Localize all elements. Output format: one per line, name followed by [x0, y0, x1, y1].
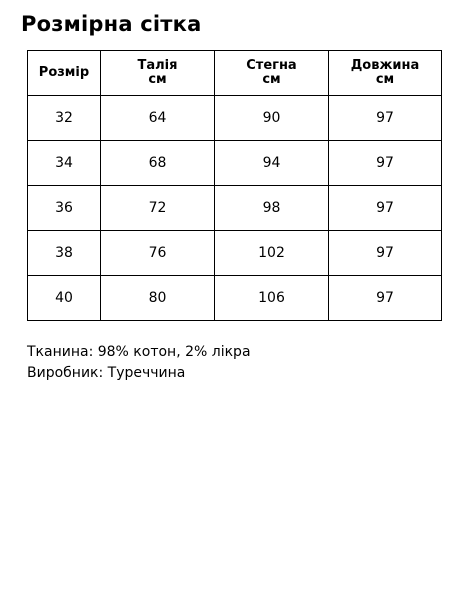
- cell-waist: 72: [101, 186, 215, 231]
- cell-hips: 94: [215, 141, 329, 186]
- cell-size: 36: [28, 186, 101, 231]
- cell-size: 38: [28, 231, 101, 276]
- manufacturer-note: Виробник: Туреччина: [27, 365, 186, 381]
- header-size: [28, 51, 101, 96]
- header-length-label: Довжина: [350, 58, 420, 73]
- cell-hips: 102: [215, 231, 329, 276]
- table-row: [28, 96, 442, 141]
- table-row: [28, 231, 442, 276]
- header-length-unit: см: [375, 72, 395, 87]
- header-size-label: Розмір: [38, 65, 90, 80]
- cell-waist: 68: [101, 141, 215, 186]
- cell-size: 32: [28, 96, 101, 141]
- header-waist-label: Талія: [137, 58, 178, 73]
- cell-length: 97: [329, 186, 442, 231]
- cell-length: 97: [329, 231, 442, 276]
- fabric-note: Тканина: 98% котон, 2% лікра: [27, 344, 251, 360]
- size-chart-table: [27, 50, 442, 321]
- product-notes: [27, 342, 251, 384]
- cell-hips: 98: [215, 186, 329, 231]
- header-hips-unit: см: [262, 72, 281, 87]
- table-row: [28, 276, 442, 321]
- cell-hips: 106: [215, 276, 329, 321]
- header-hips: [215, 51, 329, 96]
- header-hips-label: Стегна: [246, 58, 297, 73]
- table-row: [28, 186, 442, 231]
- table-row: [28, 141, 442, 186]
- table-header-row: [28, 51, 442, 96]
- header-length: [329, 51, 442, 96]
- cell-length: 97: [329, 141, 442, 186]
- cell-length: 97: [329, 96, 442, 141]
- cell-waist: 76: [101, 231, 215, 276]
- header-waist: [101, 51, 215, 96]
- page-title: Розмірна сітка: [21, 12, 202, 36]
- cell-waist: 64: [101, 96, 215, 141]
- header-waist-unit: см: [148, 72, 167, 87]
- cell-length: 97: [329, 276, 442, 321]
- cell-size: 34: [28, 141, 101, 186]
- cell-size: 40: [28, 276, 101, 321]
- cell-hips: 90: [215, 96, 329, 141]
- cell-waist: 80: [101, 276, 215, 321]
